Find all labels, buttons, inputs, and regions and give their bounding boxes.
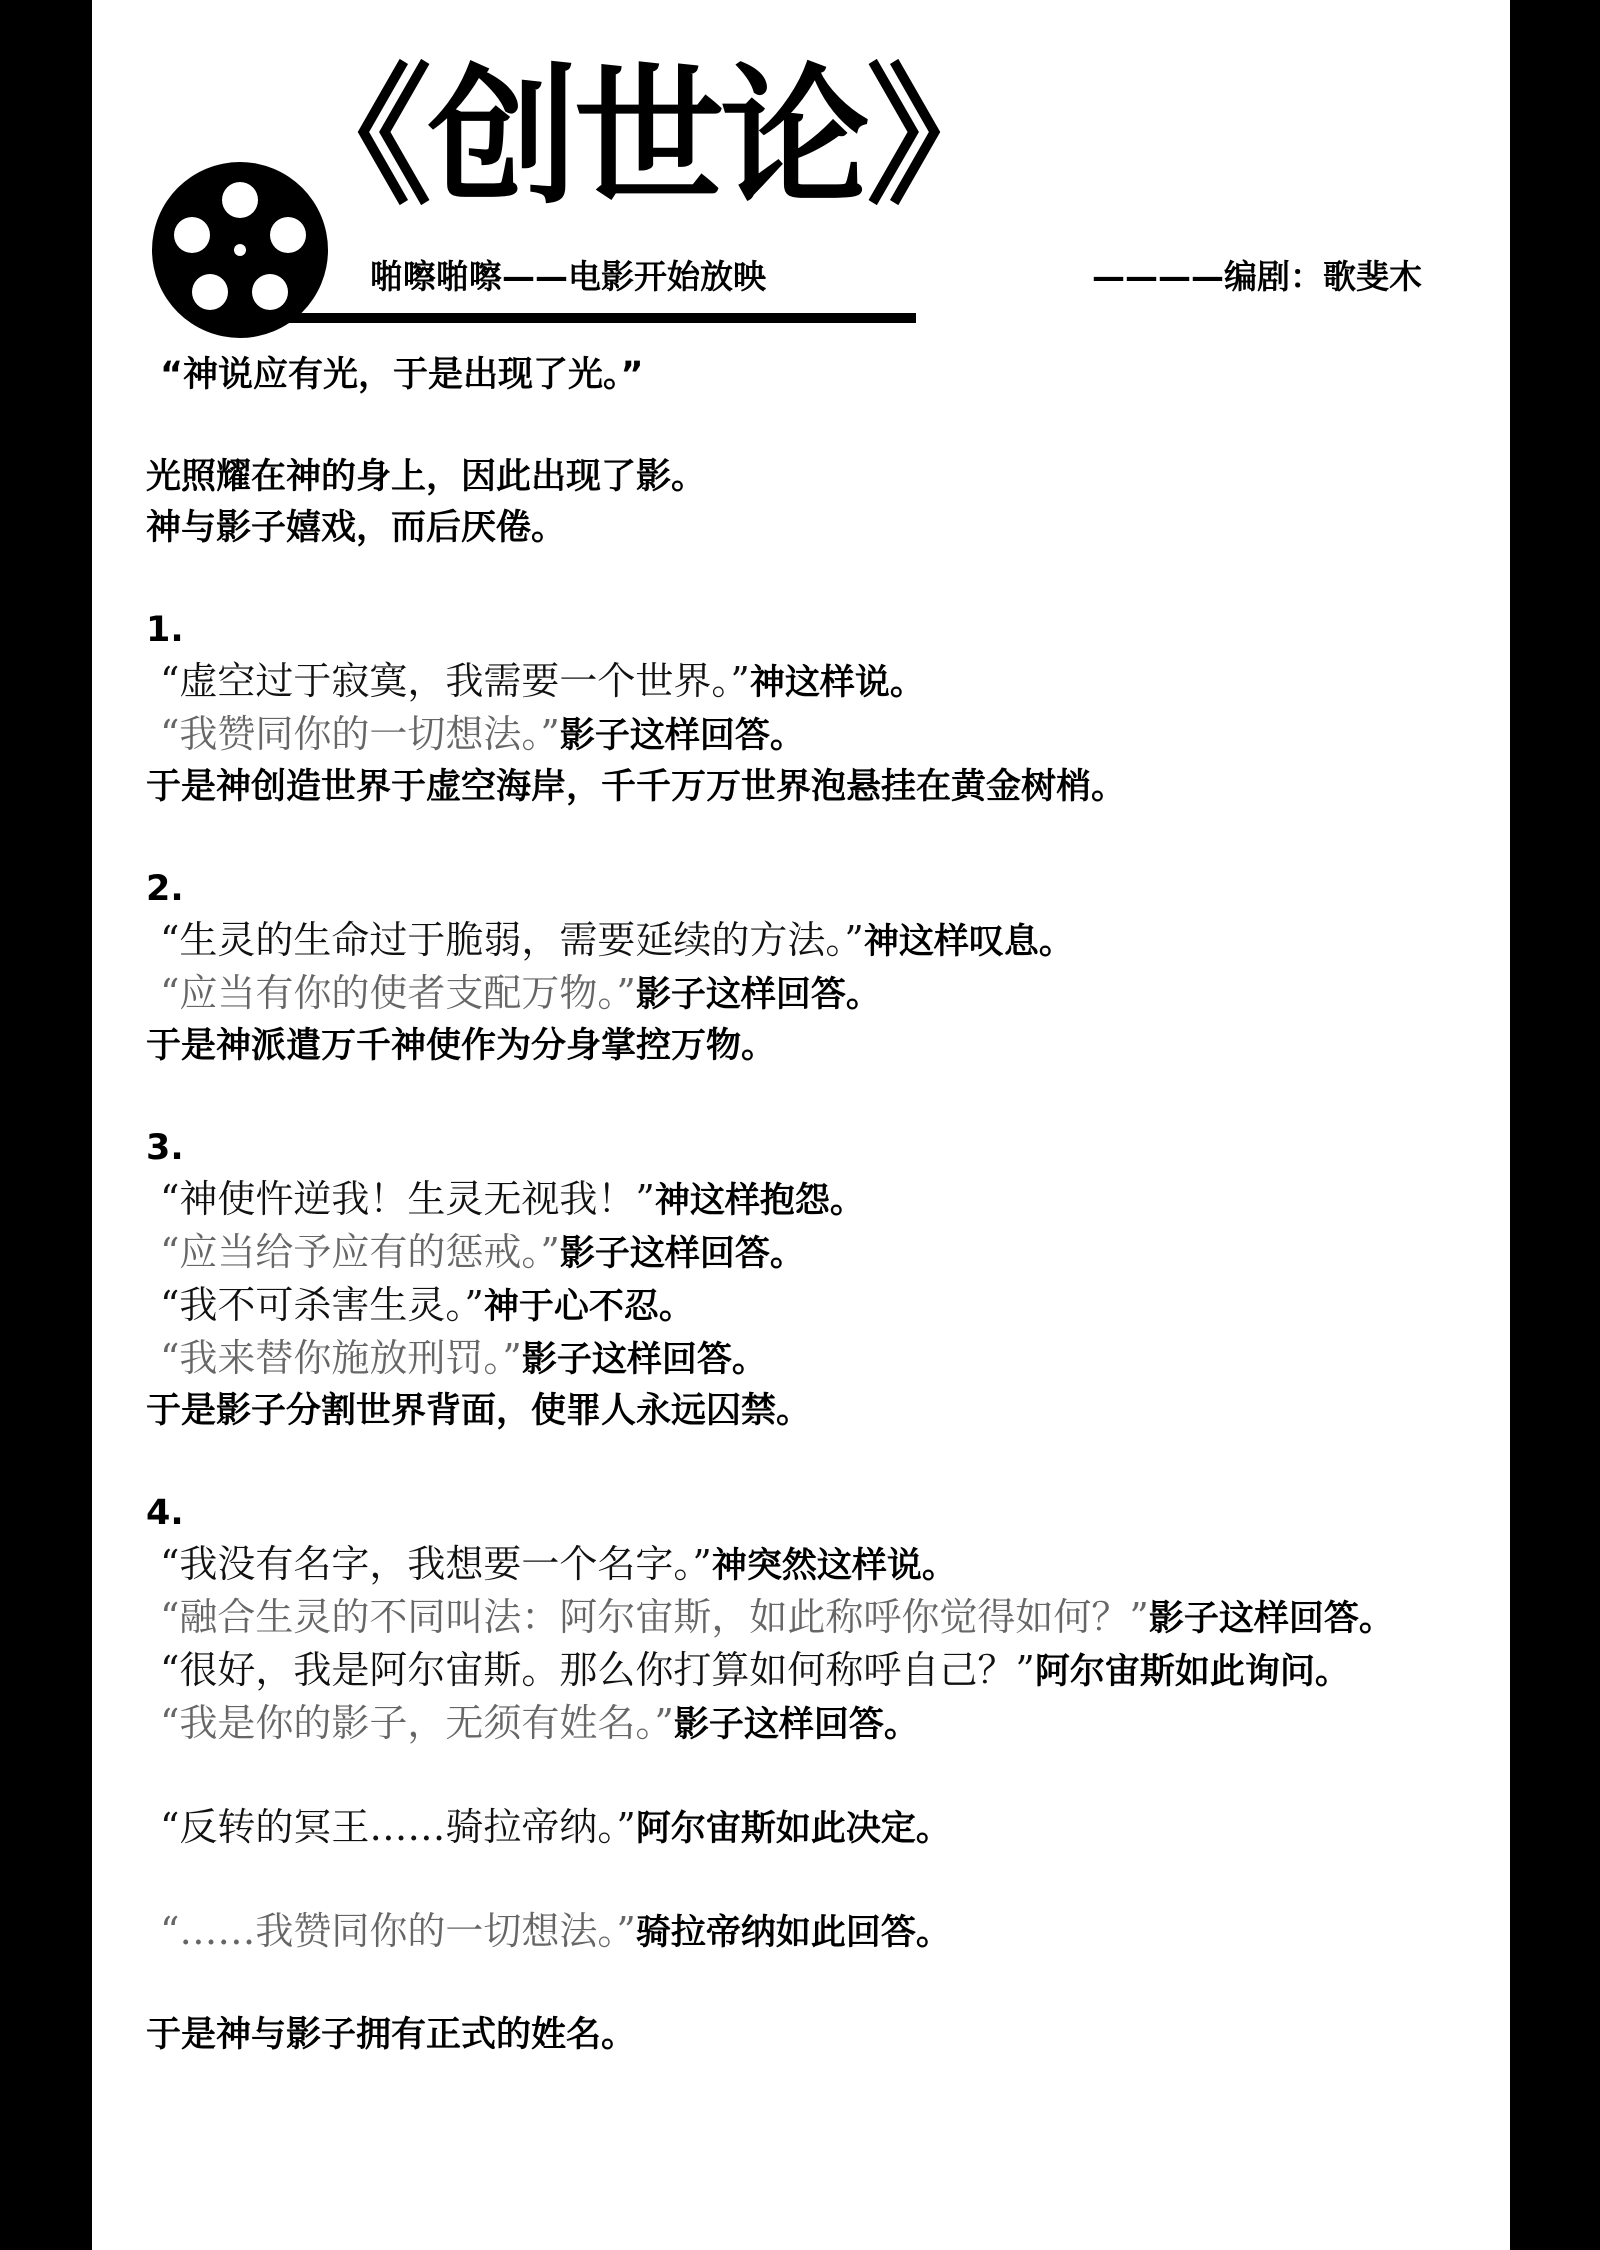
narration-line: 于是神派遣万千神使作为分身掌控万物。 xyxy=(146,1026,777,1066)
dialogue-line xyxy=(146,1280,1486,1333)
page-title: 《创世论》 xyxy=(282,51,1013,225)
blank-line xyxy=(146,1072,1486,1123)
narration-line: 4. xyxy=(146,1493,184,1533)
dialogue-attribution: 骑拉帝纳如此回答。 xyxy=(635,1913,951,1953)
dialogue-quote: “反转的冥王……骑拉帝纳。” xyxy=(160,1805,636,1849)
dialogue-quote: “我赞同你的一切想法。” xyxy=(160,712,560,756)
dialogue-line xyxy=(146,656,1486,709)
dialogue-line xyxy=(146,1698,1486,1751)
dialogue-quote: “很好，我是阿尔宙斯。那么你打算如何称呼自己？” xyxy=(160,1648,1035,1692)
dialogue-attribution: 阿尔宙斯如此决定。 xyxy=(635,1809,951,1849)
author-credit: ————编剧：歌斐木 xyxy=(1092,257,1422,296)
document-body xyxy=(146,350,1486,2061)
dialogue-attribution: 影子这样回答。 xyxy=(635,975,881,1015)
dialogue-line xyxy=(146,1174,1486,1227)
dialogue-quote: “我不可杀害生灵。” xyxy=(160,1283,484,1327)
dialogue-line xyxy=(146,915,1486,968)
narration-line: 神与影子嬉戏，而后厌倦。 xyxy=(146,508,567,548)
dialogue-attribution: 神这样叹息。 xyxy=(863,922,1074,962)
dialogue-quote: “融合生灵的不同叫法：阿尔宙斯，如此称呼你觉得如何？” xyxy=(160,1595,1149,1639)
narration-line: “神说应有光，于是出现了光。” xyxy=(160,355,644,395)
dialogue-attribution: 影子这样回答。 xyxy=(521,1340,767,1380)
dialogue-line xyxy=(146,1906,1486,1959)
blank-line xyxy=(146,1959,1486,2010)
dialogue-line xyxy=(146,1592,1486,1645)
blank-line xyxy=(146,813,1486,864)
dialogue-quote: “我是你的影子，无须有姓名。” xyxy=(160,1701,674,1745)
dialogue-line xyxy=(146,1645,1486,1698)
dialogue-quote: “我来替你施放刑罚。” xyxy=(160,1336,522,1380)
dialogue-attribution: 影子这样回答。 xyxy=(673,1705,919,1745)
dialogue-attribution: 神于心不忍。 xyxy=(483,1287,694,1327)
narration-line: 于是神创造世界于虚空海岸，千千万万世界泡悬挂在黄金树梢。 xyxy=(146,767,1127,807)
dialogue-quote: “应当有你的使者支配万物。” xyxy=(160,971,636,1015)
title-underline xyxy=(250,313,916,323)
dialogue-line xyxy=(146,1539,1486,1592)
blank-line xyxy=(146,1855,1486,1906)
dialogue-attribution: 影子这样回答。 xyxy=(1148,1599,1394,1639)
narration-line: 2. xyxy=(146,869,184,909)
narration-line: 光照耀在神的身上，因此出现了影。 xyxy=(146,457,707,497)
narration-line: 于是影子分割世界背面，使罪人永远囚禁。 xyxy=(146,1391,812,1431)
dialogue-attribution: 影子这样回答。 xyxy=(559,716,805,756)
narration-line: 1. xyxy=(146,610,184,650)
dialogue-quote: “生灵的生命过于脆弱，需要延续的方法。” xyxy=(160,918,864,962)
narration-line: 3. xyxy=(146,1128,184,1168)
blank-line xyxy=(146,554,1486,605)
dialogue-attribution: 神这样抱怨。 xyxy=(654,1181,865,1221)
blank-line xyxy=(146,401,1486,452)
blank-line xyxy=(146,1437,1486,1488)
dialogue-line xyxy=(146,1227,1486,1280)
dialogue-attribution: 阿尔宙斯如此询问。 xyxy=(1034,1652,1350,1692)
dialogue-quote: “……我赞同你的一切想法。” xyxy=(160,1909,636,1953)
subtitle: 啪嚓啪嚓——电影开始放映 xyxy=(370,257,766,296)
dialogue-line xyxy=(146,968,1486,1021)
dialogue-quote: “我没有名字，我想要一个名字。” xyxy=(160,1542,712,1586)
dialogue-quote: “虚空过于寂寞，我需要一个世界。” xyxy=(160,659,750,703)
dialogue-attribution: 神这样说。 xyxy=(749,663,925,703)
dialogue-attribution: 影子这样回答。 xyxy=(559,1234,805,1274)
dialogue-quote: “神使忤逆我！生灵无视我！” xyxy=(160,1177,655,1221)
blank-line xyxy=(146,1751,1486,1802)
dialogue-attribution: 神突然这样说。 xyxy=(711,1546,957,1586)
narration-line: 于是神与影子拥有正式的姓名。 xyxy=(146,2015,637,2055)
dialogue-line xyxy=(146,1333,1486,1386)
dialogue-line xyxy=(146,1802,1486,1855)
dialogue-quote: “应当给予应有的惩戒。” xyxy=(160,1230,560,1274)
dialogue-line xyxy=(146,709,1486,762)
